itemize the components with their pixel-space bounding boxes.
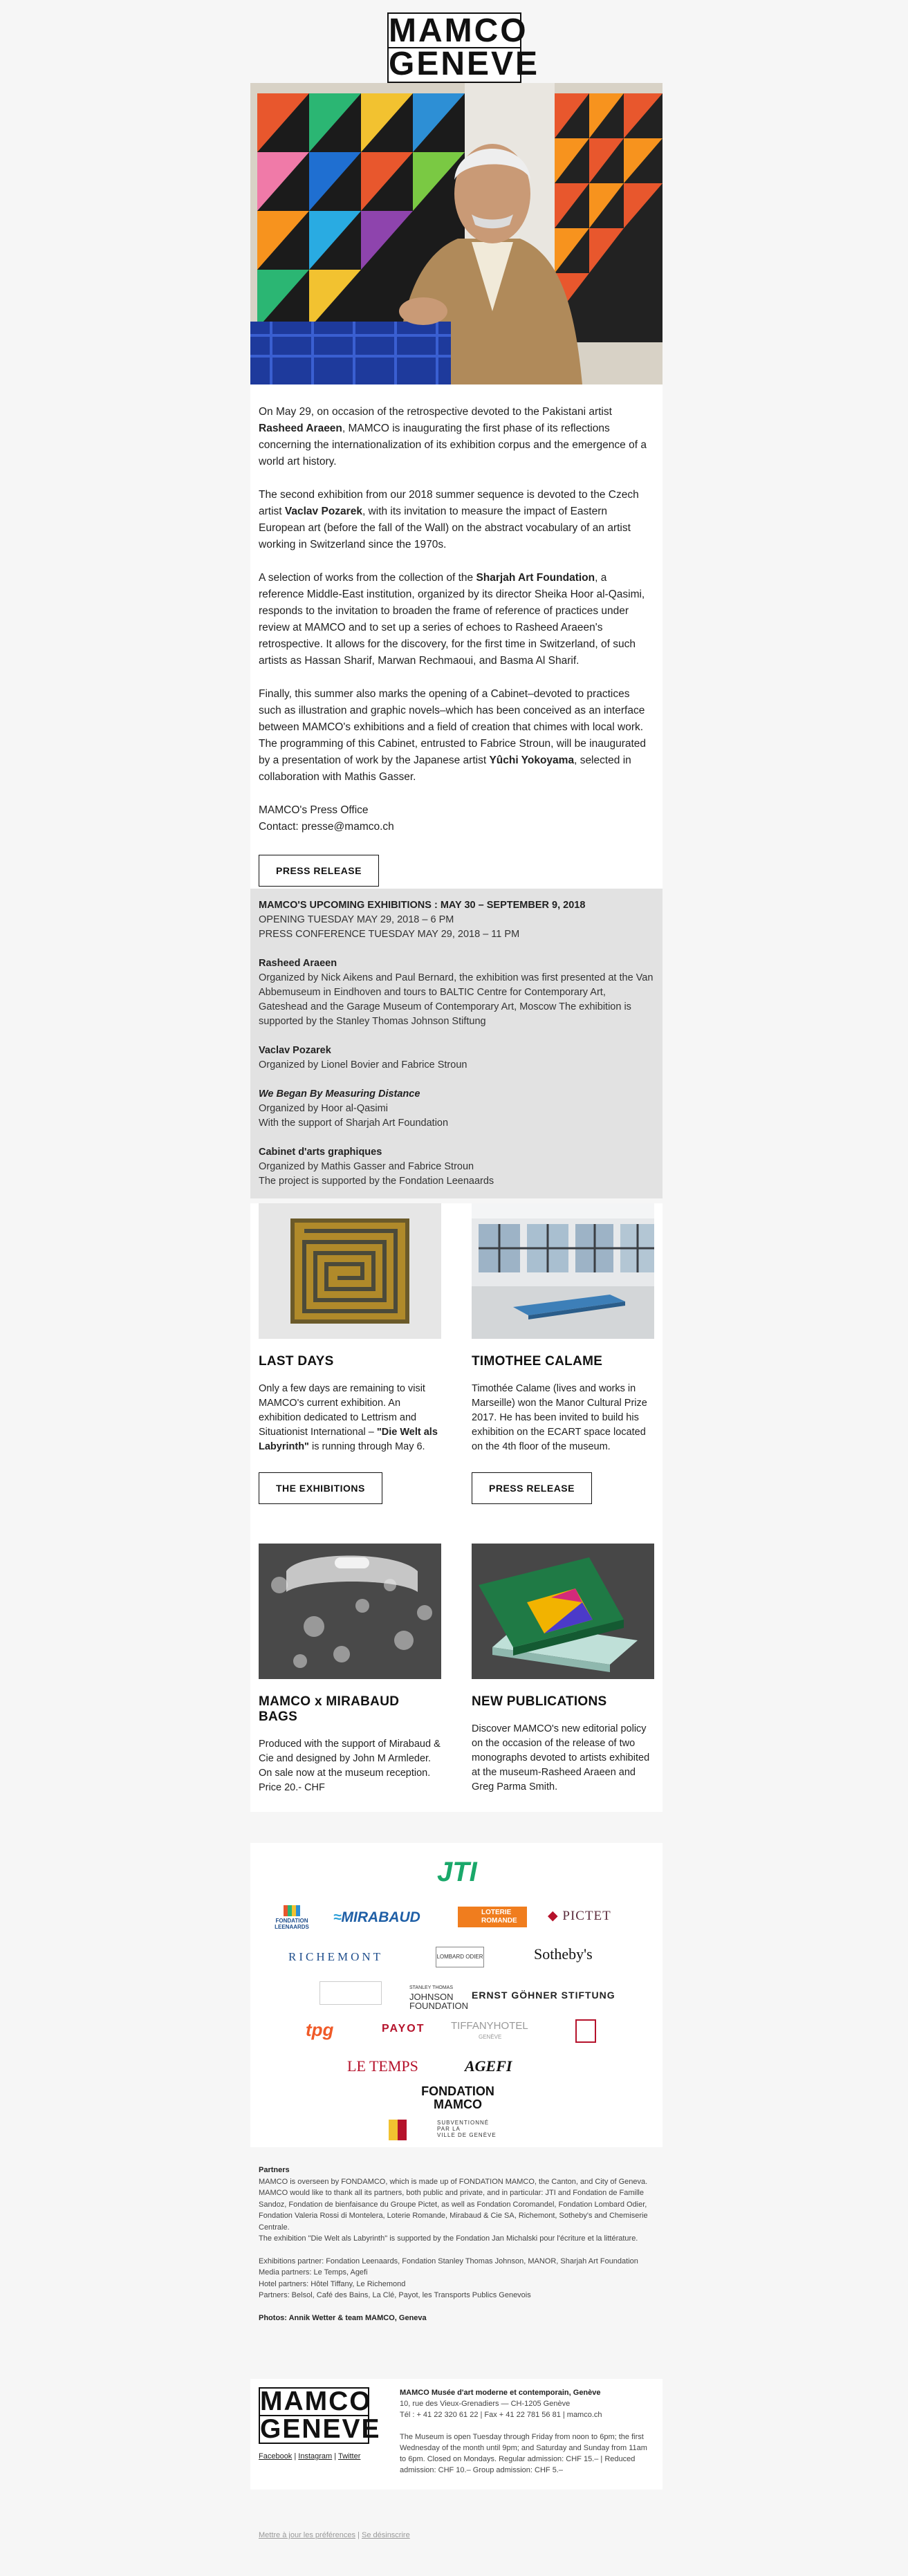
gohner-logo[interactable]: ERNST GÖHNER STIFTUNG — [472, 1990, 615, 2001]
publications-image[interactable] — [472, 1544, 654, 1679]
separator: | — [334, 2452, 337, 2461]
museum-info — [400, 2387, 656, 2476]
press-contact — [259, 802, 654, 835]
mamco-logo[interactable] — [387, 12, 540, 83]
the-exhibitions-button[interactable]: THE EXHIBITIONS — [259, 1472, 382, 1504]
card-text: Discover MAMCO's new editorial policy on the occasion of the release of two monographs devoted to artists exhibited at the museum-Rasheed Araeen and Greg Parma Smith. — [472, 1723, 650, 1792]
sponsor-text: FONDATION — [275, 1918, 308, 1924]
sponsor-logos — [250, 1843, 663, 2147]
le-temps-logo[interactable]: LE TEMPS — [347, 2057, 418, 2075]
card-last-days — [259, 1203, 441, 1504]
partners-section — [259, 2165, 660, 2324]
card-text: Produced with the support of Mirabaud & Cie and designed by John M Armleder. On sale now at the museum reception. Price 20.- CHF — [259, 1739, 441, 1793]
card-title: MAMCO x MIRABAUD BAGS — [259, 1694, 400, 1724]
intro-paragraph-2 — [259, 487, 654, 553]
partners-heading: Partners — [259, 2166, 290, 2174]
artist-name: Rasheed Araeen — [259, 423, 342, 434]
spacer — [259, 2301, 660, 2313]
upcoming-exhibitions-block — [250, 889, 663, 1198]
exhibition-rasheed-araeen — [259, 956, 654, 1029]
sponsor-text: LOTERIE — [481, 1909, 512, 1916]
footer-mamco-logo[interactable] — [259, 2387, 381, 2444]
museum-phone: Tél : + 41 22 320 61 22 | Fax + 41 22 781 56 81 | mamco.ch — [400, 2411, 602, 2419]
sponsor-text: GENÈVE — [479, 2034, 502, 2040]
card-mirabaud-bags — [259, 1544, 441, 1795]
agefi-logo[interactable]: AGEFI — [465, 2057, 512, 2075]
tiffany-hotel-logo[interactable] — [451, 2021, 528, 2042]
sponsor-text: STANLEY THOMAS — [409, 1985, 454, 1990]
exhibition-credit: Organized by Lionel Bovier and Fabrice Stroun — [259, 1059, 467, 1071]
sponsor-text: LEENAARDS — [275, 1924, 309, 1930]
johnson-foundation-logo[interactable] — [409, 1981, 468, 2010]
sponsor-text: MIRABAUD — [341, 1909, 420, 1925]
pictet-logo[interactable] — [548, 1908, 611, 1924]
labyrinth-artwork-image[interactable] — [259, 1203, 441, 1339]
museum-name: MAMCO Musée d'art moderne et contemporain, Genève — [400, 2389, 601, 2397]
exhibition-credit: With the support of Sharjah Art Foundation — [259, 1118, 449, 1129]
payot-logo[interactable]: PAYOT — [382, 2023, 425, 2035]
sponsor-text: SUBVENTIONNÉ — [437, 2120, 490, 2126]
institution-name: Sharjah Art Foundation — [476, 572, 595, 584]
upcoming-heading: MAMCO'S UPCOMING EXHIBITIONS : MAY 30 – SEPTEMBER 9, 2018 — [259, 900, 586, 911]
social-links — [259, 2452, 360, 2461]
exhibition-measuring-distance — [259, 1087, 654, 1131]
sponsor-text: ROMANDE — [481, 1917, 517, 1925]
sponsor-text: PICTET — [562, 1909, 611, 1923]
text-span: is running through May 6. — [308, 1441, 425, 1452]
text-span: The second exhibition from our 2018 summer sequence is devoted to the Czech artist — [259, 489, 639, 517]
sponsor-text: PAR LA — [437, 2126, 461, 2132]
richemont-logo[interactable]: RICHEMONT — [288, 1950, 384, 1963]
logo-line-2: GENEVE — [389, 46, 540, 82]
sponsor-text: FONDATION — [421, 2084, 494, 2098]
card-new-publications — [472, 1544, 654, 1795]
twitter-link[interactable]: Twitter — [338, 2452, 361, 2461]
logo-line-2: GENEVE — [260, 2414, 381, 2444]
mirabaud-logo[interactable] — [333, 1909, 420, 1926]
instagram-link[interactable]: Instagram — [298, 2452, 333, 2461]
card-title: NEW PUBLICATIONS — [472, 1694, 607, 1709]
card-timothee-calame — [472, 1203, 654, 1504]
press-release-button[interactable]: PRESS RELEASE — [259, 855, 379, 887]
spacer — [400, 2420, 656, 2431]
text-span: , MAMCO is inaugurating the first phase of its reflections concerning the internationalization of its exhibition corpus and the emergence of a world art history. — [259, 423, 647, 467]
gallery-illustration — [472, 1203, 654, 1339]
calame-press-release-button[interactable]: PRESS RELEASE — [472, 1472, 592, 1504]
books-illustration — [472, 1544, 654, 1679]
partners-text: Partners: Belsol, Café des Bains, La Clé, Payot, les Transports Publics Genevois — [259, 2291, 531, 2299]
lombard-odier-logo[interactable]: LOMBARD ODIER — [436, 1947, 484, 1967]
text-span: Only a few days are remaining to visit MAMCO's current exhibition. An exhibition dedicated to Lettrism and Situationist International – — [259, 1383, 425, 1438]
upcoming-header — [259, 898, 654, 942]
sponsor-text: TIFFANYHOTEL — [451, 2020, 528, 2032]
exhibition-credit: Organized by Hoor al-Qasimi — [259, 1103, 388, 1114]
press-conference-line: PRESS CONFERENCE TUESDAY MAY 29, 2018 – 11 PM — [259, 929, 520, 940]
opening-hours: The Museum is open Tuesday through Friday from noon to 6pm; the first Wednesday of the month until 9pm; and Saturday and Sunday from 11am to 6pm. Closed on Mondays. Regular admission: CHF 15.– | Reduced admission: CHF 10.– Group admission: CHF 5.– — [400, 2433, 647, 2474]
loterie-romande-logo[interactable] — [458, 1907, 527, 1927]
logo-line-1: MAMCO — [260, 2387, 372, 2416]
sothebys-logo[interactable]: Sotheby's — [534, 1945, 593, 1963]
card-title: TIMOTHEE CALAME — [472, 1354, 603, 1369]
footer — [250, 2379, 663, 2490]
opening-line: OPENING TUESDAY MAY 29, 2018 – 6 PM — [259, 914, 454, 925]
text-span: , a reference Middle-East institution, organized by its director Sheika Hoor al-Qasimi, responds to the invitation to broaden the frame of reference of practices under review at MAMCO and to set up a series of echoes to Rasheed Araeen's retrospective. It allows for the discovery, for the first time in Switzerland, of such artists as Hassan Sharif, Marwan Rechmaoui, and Basma Al Sharif. — [259, 572, 645, 667]
text-span: On May 29, on occasion of the retrospective devoted to the Pakistani artist — [259, 406, 612, 418]
subscription-links — [259, 2531, 410, 2539]
exhibition-title: Cabinet d'arts graphiques — [259, 1147, 382, 1158]
cards-section — [250, 1203, 663, 1812]
sponsor-text: VILLE DE GENÈVE — [437, 2132, 497, 2138]
sponsor-text: MAMCO — [434, 2097, 482, 2111]
unsubscribe-link[interactable]: Se désinscrire — [362, 2531, 410, 2539]
artist-name: Vaclav Pozarek — [284, 506, 362, 517]
sponsor-text: FOUNDATION — [409, 2001, 468, 2011]
leenaards-logo[interactable] — [271, 1905, 313, 1930]
photo-credits: Photos: Annik Wetter & team MAMCO, Geneva — [259, 2313, 427, 2322]
bag-image[interactable] — [259, 1544, 441, 1679]
press-office-label: MAMCO's Press Office — [259, 804, 369, 816]
hero-illustration — [250, 83, 663, 384]
partners-text: Hotel partners: Hôtel Tiffany, Le Richemond — [259, 2279, 406, 2288]
museum-address: 10, rue des Vieux-Grenadiers — CH-1205 Genève — [400, 2400, 571, 2408]
jti-logo[interactable]: JTI — [437, 1857, 477, 1887]
separator: | — [358, 2531, 360, 2539]
partners-text: The exhibition "Die Welt als Labyrinth" is supported by the Fondation Jan Michalski pour l'écriture et la littérature. — [259, 2234, 638, 2243]
wave-icon: ≈ — [333, 1909, 342, 1925]
text-span: , selected in collaboration with Mathis Gasser. — [259, 754, 631, 783]
sponsor-text: JOHNSON — [409, 1992, 454, 2002]
exhibition-credit: The project is supported by the Fondation Leenaards — [259, 1176, 494, 1187]
intro-paragraph-4 — [259, 686, 654, 786]
card-title: LAST DAYS — [259, 1354, 334, 1369]
exhibition-title: Rasheed Araeen — [259, 958, 337, 969]
exhibition-cabinet — [259, 1145, 654, 1189]
bag-illustration — [259, 1544, 441, 1679]
partners-text: Exhibitions partner: Fondation Leenaards, Fondation Stanley Thomas Johnson, MANOR, Sharjah Art Foundation — [259, 2257, 638, 2265]
artist-name: Yûchi Yokoyama — [489, 754, 575, 766]
exhibition-vaclav-pozarek — [259, 1044, 654, 1073]
tpg-logo[interactable]: tpg — [306, 2019, 334, 2040]
intro-paragraph-3 — [259, 570, 654, 669]
leenaards-mark — [284, 1905, 300, 1916]
update-preferences-link[interactable]: Mettre à jour les préférences — [259, 2531, 356, 2539]
intro-copy — [250, 384, 663, 835]
exhibition-credit: Organized by Nick Aikens and Paul Bernard, the exhibition was first presented at the Van Abbemuseum in Eindhoven and tours to BALTIC Centre for Contemporary Art, Gateshead and the Garage Museum of Contemporary Art, Moscow The exhibition is supported by the Stanley Thomas Johnson Stiftung — [259, 972, 654, 1027]
card-text — [259, 1382, 441, 1454]
text-span: , with its invitation to measure the impact of Eastern European art (before the fall of the Wall) on the abstract vocabulary of an artist working in Switzerland since the 1970s. — [259, 506, 631, 550]
exhibition-title: Vaclav Pozarek — [259, 1045, 331, 1056]
press-contact-email[interactable]: Contact: presse@mamco.ch — [259, 821, 394, 833]
partners-text: Media partners: Le Temps, Agefi — [259, 2268, 368, 2277]
labyrinth-illustration — [259, 1203, 441, 1339]
text-span: Finally, this summer also marks the opening of a Cabinet–devoted to practices such as illustration and graphic novels–which has been conceived as an interface between MAMCO's exhibitions and a field of creation that chimes with local work. The programming of this Cabinet, entrusted to Fabrice Stroun, will be inaugurated by a presentation of work by the Japanese artist — [259, 688, 647, 766]
separator: | — [294, 2452, 297, 2461]
pictet-mark-icon: ◆ — [548, 1909, 559, 1923]
hero-photo — [250, 83, 663, 384]
text-span: A selection of works from the collection of the — [259, 572, 476, 584]
fondation-mamco-logo[interactable] — [416, 2085, 499, 2111]
exhibition-credit: Organized by Mathis Gasser and Fabrice Stroun — [259, 1161, 474, 1172]
partners-text: MAMCO is overseen by FONDAMCO, which is made up of FONDATION MAMCO, the Canton, and City of Geneva. MAMCO would like to thank all its partners, both public and private, and in particular: JTI and Fondation de Famille Sandoz, Fondation de bienfaisance du Groupe Pictet, as well as Fondation Coromandel, Fondation Lombard Odier, Fondation Valeria Rossi di Montelera, Loterie Romande, Mirabaud & Cie SA, Richemont, Sotheby's and Chemiserie Centrale. — [259, 2177, 648, 2232]
logo-line-1: MAMCO — [389, 12, 528, 49]
intro-paragraph-1 — [259, 404, 654, 470]
exhibition-name: "Die Welt als Labyrinth" — [259, 1427, 438, 1452]
calame-installation-image[interactable] — [472, 1203, 654, 1339]
spacer — [259, 2245, 660, 2256]
geneva-crest-icon — [389, 2120, 407, 2140]
card-text: Timothée Calame (lives and works in Marseille) won the Manor Cultural Prize 2017. He has been invited to build his exhibition on the ECART space located on the 4th floor of the museum. — [472, 1383, 647, 1452]
main-column — [250, 83, 663, 910]
le-richemond-logo[interactable] — [575, 2019, 596, 2043]
facebook-link[interactable]: Facebook — [259, 2452, 293, 2461]
sponsor-logo-small[interactable] — [319, 1981, 382, 2005]
exhibition-title: We Began By Measuring Distance — [259, 1088, 420, 1100]
ville-de-geneve-logo[interactable] — [437, 2120, 497, 2138]
